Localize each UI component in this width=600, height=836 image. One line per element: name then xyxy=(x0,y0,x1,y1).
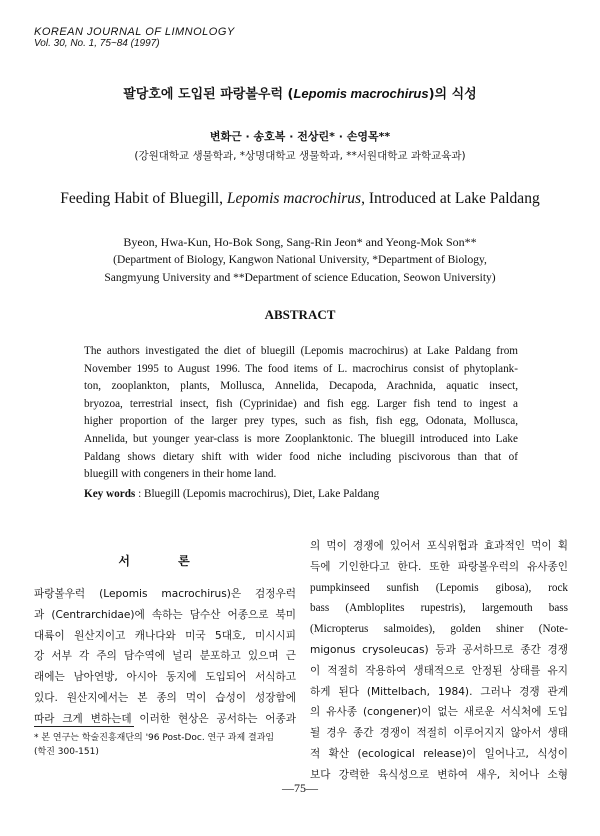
body-line: 따라 크게 변하는데 이러한 현상은 공서하는 어종과 xyxy=(34,712,296,725)
section-heading: 서 론 xyxy=(118,554,212,568)
body-line: 하게 된다 (Mittelbach, 1984). 그러나 경쟁 관계 xyxy=(310,685,568,698)
body-line: 의 먹이 경쟁에 있어서 포식위협과 효과적인 먹이 획 xyxy=(310,540,568,552)
abstract-line: Annelida, but younger year-class is more Zooplanktonic. The bluegill introduced into Lake xyxy=(84,432,518,445)
korean-title xyxy=(0,83,600,102)
abstract-line: The authors investigated the diet of bluegill (Lepomis macrochirus) at Lake Paldang from xyxy=(84,345,518,357)
abstract-line: Paldang shows dietary shift with wider food niche including piscivorous than that of xyxy=(84,450,518,463)
abstract-body xyxy=(84,343,518,484)
abstract-line: November 1995 to August 1996. The food items of L. macrochirus consist of phytoplank- xyxy=(84,362,518,375)
abstract-line: ton, zooplankton, plants, Mollusca, Annelida, Decapoda, Arachnida, aquatic insect, xyxy=(84,380,518,393)
abstract-heading: ABSTRACT xyxy=(264,307,336,322)
english-title xyxy=(0,190,600,208)
english-affiliation-line: Sangmyung University and **Department of science Education, Seowon University) xyxy=(104,272,496,284)
body-line: 득에 기인한다고 한다. 또한 파랑볼우럭의 유사종인 xyxy=(310,560,568,573)
left-column xyxy=(34,584,296,730)
abstract-line: bryozoa, terrestrial insect, fish (Cyprinidae) and fish egg. Larger fish tend to ingest a xyxy=(84,397,518,410)
footnote-line: (학진 300-151) xyxy=(34,747,99,757)
keywords-label: Key words xyxy=(84,488,136,500)
page-number: —75— xyxy=(282,781,318,795)
journal-header xyxy=(34,26,235,50)
body-line: 의 유사종 (congener)이 없는 새로운 서식처에 도입 xyxy=(310,706,568,719)
body-line: migonus crysoleucas) 등과 공서하므로 종간 경쟁 xyxy=(310,643,568,656)
english-authors: Byeon, Hwa-Kun, Ho-Bok Song, Sang-Rin Jeon* and Yeong-Mok Son** xyxy=(123,235,477,249)
abstract-line: higher proportion of the larger prey types, such as fish, fish egg, Odonata, Mollusca, xyxy=(84,415,518,428)
english-title-text: Feeding Habit of Bluegill, xyxy=(60,190,227,207)
english-title-suffix: , Introduced at Lake Paldang xyxy=(361,190,540,207)
body-line: 파랑볼우럭 (Lepomis macrochirus)은 검정우럭 xyxy=(34,588,296,600)
body-line: 될 경우 종간 경쟁이 적절히 이루어지지 않아서 생태 xyxy=(310,727,568,740)
body-line: 보다 강력한 육식성으로 변하여 새우, 치어나 소형 xyxy=(310,768,568,781)
body-line: 래에는 남아연방, 아시아 동지에 도입되어 서식하고 xyxy=(34,671,296,684)
korean-affiliation: (강원대학교 생물학과, *상명대학교 생물학과, **서원대학교 과학교육과) xyxy=(134,150,466,162)
body-line: 있다. 원산지에서는 본 종의 먹이 습성이 성장함에 xyxy=(34,691,296,704)
korean-title-suffix: )의 식성 xyxy=(428,87,477,102)
keywords xyxy=(84,488,379,500)
journal-name: KOREAN JOURNAL OF LIMNOLOGY xyxy=(34,26,235,38)
body-line: bass (Ambloplites rupestris), largemouth bass xyxy=(310,602,568,615)
korean-authors: 변화근 · 송호복 · 전상린* · 손영목** xyxy=(209,130,391,143)
english-title-species: Lepomis macrochirus xyxy=(226,190,362,207)
body-line: 과 (Centrarchidae)에 속하는 담수산 어종으로 북미 xyxy=(34,608,296,621)
body-line: (Micropterus salmoides), golden shiner (Note- xyxy=(310,623,568,636)
body-line: 대륙이 원산지이고 캐나다와 미국 5대호, 미시시피 xyxy=(34,629,296,642)
korean-title-species: Lepomis macrochirus xyxy=(293,86,429,101)
abstract-line: bluegill with congeners in their home land. xyxy=(84,468,277,481)
body-line: 적 확산 (ecological release)이 일어나고, 식성이 xyxy=(310,747,568,760)
body-line: 이 적절히 작용하여 생태적으로 안정된 상태를 유지 xyxy=(310,664,568,677)
footnote-divider xyxy=(34,726,134,727)
right-column xyxy=(310,536,568,786)
body-line: 강 서부 각 주의 담수역에 널리 분포하고 있으며 근 xyxy=(34,650,296,663)
footnote xyxy=(34,731,302,759)
footnote-line: * 본 연구는 학술진흥재단의 '96 Post-Doc. 연구 과제 결과임 xyxy=(34,733,275,743)
keywords-value: : Bluegill (Lepomis macrochirus), Diet, Lake Paldang xyxy=(138,488,380,500)
english-affiliation-line: (Department of Biology, Kangwon National University, *Department of Biology, xyxy=(113,254,487,266)
journal-volume: Vol. 30, No. 1, 75~84 (1997) xyxy=(34,38,160,49)
body-line: pumpkinseed sunfish (Lepomis gibosa), rock xyxy=(310,581,568,594)
korean-title-text: 팔당호에 도입된 파랑볼우럭 ( xyxy=(123,87,294,102)
